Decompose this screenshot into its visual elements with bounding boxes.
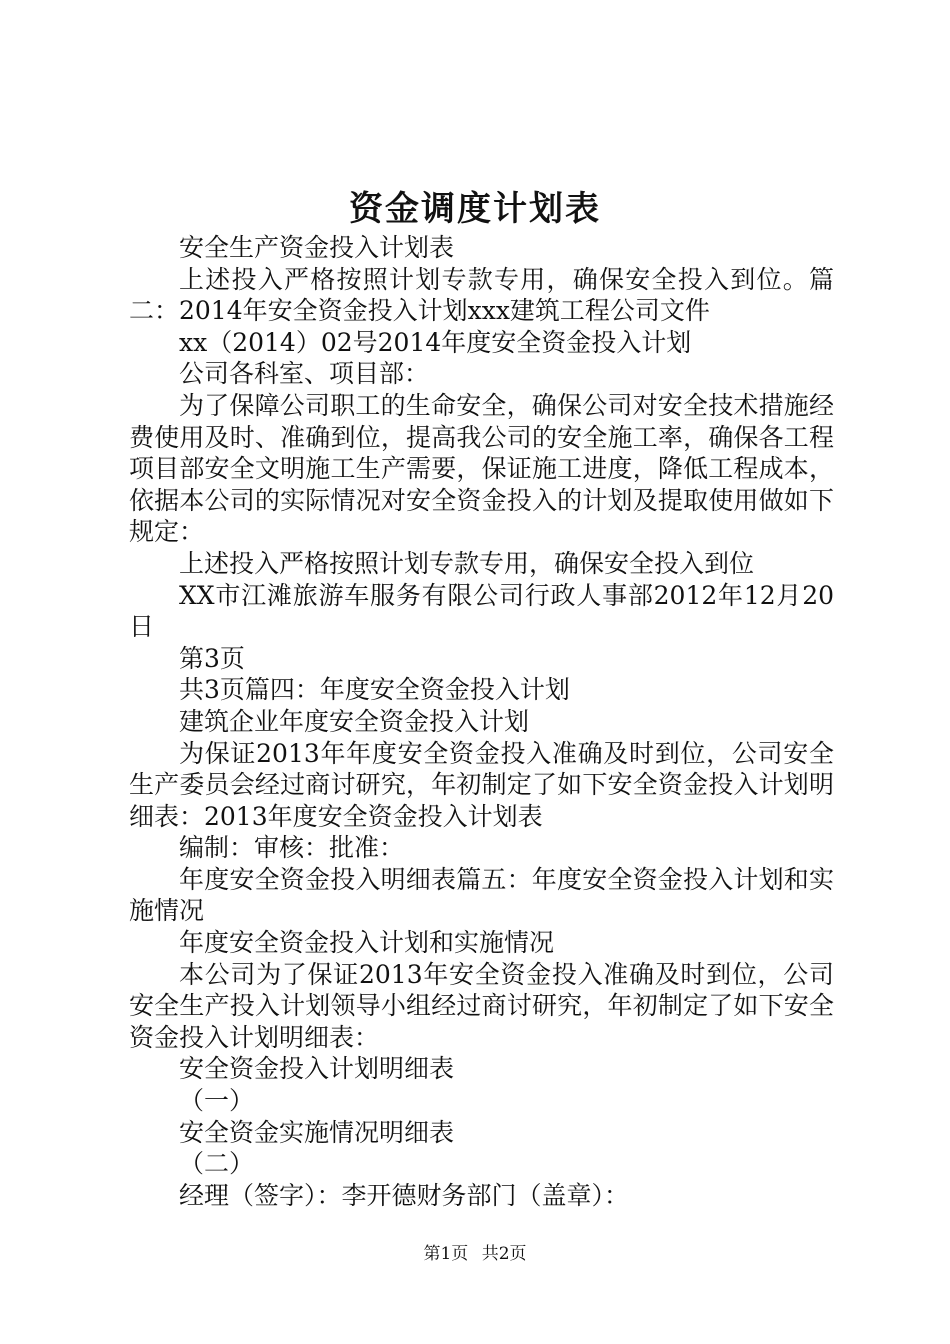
paragraph: 年度安全资金投入明细表篇五：年度安全资金投入计划和实施情况: [129, 864, 834, 926]
paragraph: 上述投入严格按照计划专款专用，确保安全投入到位。篇二：2014年安全资金投入计划xxx建筑工程公司文件: [129, 264, 834, 326]
paragraph: 编制：审核：批准：: [179, 833, 405, 863]
paragraph: 共3页篇四：年度安全资金投入计划: [179, 675, 570, 705]
page-total: 共2页: [481, 1244, 527, 1264]
paragraph: XX市江滩旅游车服务有限公司行政人事部2012年12月20日: [129, 580, 834, 642]
paragraph: 本公司为了保证2013年安全资金投入准确及时到位，公司安全生产投入计划领导小组经过商讨研究，年初制定了如下安全资金投入计划明细表：: [129, 959, 834, 1052]
paragraph: 公司各科室、项目部：: [179, 359, 430, 389]
paragraph: 安全生产资金投入计划表: [179, 233, 455, 262]
paragraph: （一）: [179, 1086, 255, 1116]
paragraph: （二）: [179, 1149, 255, 1179]
paragraph: 为保证2013年年度安全资金投入准确及时到位，公司安全生产委员会经过商讨研究，年初制定了如下安全资金投入计划明细表：2013年度安全资金投入计划表: [129, 738, 834, 831]
paragraph: 经理（签字）：李开德财务部门（盖章）：: [179, 1180, 630, 1210]
paragraph: 安全资金投入计划明细表: [179, 1054, 455, 1084]
document-title: 资金调度计划表: [349, 189, 601, 229]
paragraph: xx（2014）02号2014年度安全资金投入计划: [179, 327, 692, 357]
paragraph: 安全资金实施情况明细表: [179, 1117, 455, 1147]
document-body: [129, 232, 834, 1211]
page-number: 第1页: [423, 1244, 469, 1264]
paragraph: 建筑企业年度安全资金投入计划: [179, 706, 530, 736]
paragraph: 为了保障公司职工的生命安全，确保公司对安全技术措施经费使用及时、准确到位，提高我公司的安全施工率，确保各工程项目部安全文明施工生产需要，保证施工进度，降低工程成本，依据本公司的实际情况对安全资金投入的计划及提取使用做如下规定：: [129, 390, 834, 547]
paragraph: 上述投入严格按照计划专款专用，确保安全投入到位: [179, 548, 755, 578]
page-footer: [0, 1242, 950, 1266]
paragraph: 第3页: [179, 643, 245, 673]
paragraph: 年度安全资金投入计划和实施情况: [179, 928, 555, 958]
